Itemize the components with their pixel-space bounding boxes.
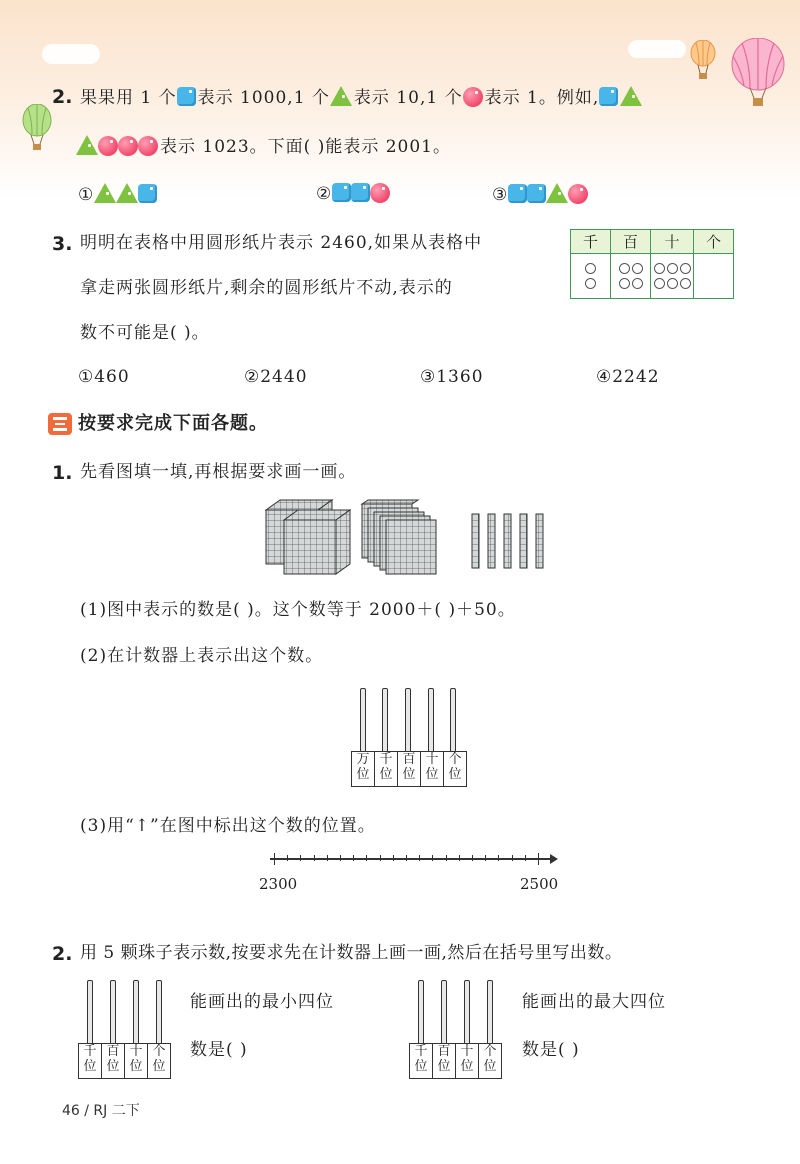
- q2-text: 表示 1。例如,: [484, 88, 600, 108]
- q2-option-3[interactable]: [492, 183, 588, 205]
- place-label: 个 位: [478, 1043, 502, 1079]
- paper-circle-icon: [654, 263, 665, 274]
- number-line-tick: [498, 855, 499, 861]
- counter-abacus-five-place[interactable]: [351, 686, 467, 788]
- abacus-rod[interactable]: [405, 688, 411, 752]
- paper-circle-icon: [619, 278, 630, 289]
- question-number: 1.: [52, 462, 73, 484]
- abacus-rod[interactable]: [156, 980, 162, 1044]
- paper-circle-icon: [680, 278, 691, 289]
- abacus-rod[interactable]: [464, 980, 470, 1044]
- table-header: 个: [694, 230, 734, 254]
- p2-right-text2[interactable]: 数是( ): [522, 1040, 580, 1060]
- triangle-icon: [94, 183, 116, 203]
- q2-text: 表示 1000,1 个: [197, 88, 330, 108]
- place-label: 个 位: [443, 751, 467, 787]
- q2-option-1[interactable]: [78, 183, 157, 205]
- abacus-rod[interactable]: [441, 980, 447, 1044]
- number-line-tick: [459, 855, 460, 861]
- paper-circle-icon: [632, 278, 643, 289]
- place-label: 万 位: [351, 751, 375, 787]
- square-icon: [527, 184, 546, 203]
- table-cell-hundreds: [611, 254, 651, 299]
- q2-text: 表示 1023。下面( )能表示 2001。: [160, 137, 452, 157]
- square-icon: [332, 183, 351, 202]
- p2-intro: 用 5 颗珠子表示数,按要求先在计数器上画一画,然后在括号里写出数。: [80, 943, 623, 963]
- circle-icon: [370, 183, 390, 203]
- p1-sub3: (3)用“↑”在图中标出这个数的位置。: [80, 816, 376, 836]
- circle-icon: [118, 136, 138, 156]
- hot-air-balloon-small-icon: [688, 40, 718, 82]
- place-label: 千 位: [78, 1043, 102, 1079]
- hundred-flats-icon: [362, 500, 436, 574]
- abacus-rod[interactable]: [133, 980, 139, 1044]
- table-cell-ones: [694, 254, 734, 299]
- paper-circle-icon: [619, 263, 630, 274]
- cloud-right: [628, 40, 686, 58]
- q3-line2: 拿走两张圆形纸片,剩余的圆形纸片不动,表示的: [80, 278, 453, 298]
- q2-option-2[interactable]: [316, 183, 390, 204]
- question-number: 2.: [52, 943, 73, 965]
- circle-icon: [568, 184, 588, 204]
- paper-circle-icon: [585, 263, 596, 274]
- counter-abacus-right[interactable]: [409, 978, 503, 1082]
- number-line-tick: [353, 855, 354, 861]
- abacus-rod[interactable]: [87, 980, 93, 1044]
- number-line-tick: [525, 855, 526, 861]
- question-number: 2.: [52, 86, 73, 108]
- thousand-cube-icon: [284, 510, 350, 574]
- place-label: 十 位: [420, 751, 444, 787]
- number-line-tick: [366, 855, 367, 861]
- q2-text: 表示 10,1 个: [353, 88, 463, 108]
- place-label: 百 位: [101, 1043, 125, 1079]
- number-line[interactable]: [270, 850, 560, 870]
- number-line-tick: [287, 855, 288, 861]
- place-label: 十 位: [455, 1043, 479, 1079]
- table-cell-tens: [651, 254, 694, 299]
- q3-line1: 明明在表格中用圆形纸片表示 2460,如果从表格中: [80, 233, 483, 253]
- number-line-label-right: 2500: [520, 875, 559, 893]
- q3-option-3[interactable]: ③1360: [420, 367, 484, 387]
- ten-rods-icon: [472, 514, 543, 568]
- place-label: 个 位: [147, 1043, 171, 1079]
- number-line-tick: [485, 855, 486, 861]
- cloud-left: [42, 44, 100, 64]
- square-icon: [138, 184, 157, 203]
- abacus-rod[interactable]: [110, 980, 116, 1044]
- page-footer: 46 / RJ 二下: [62, 1103, 140, 1119]
- circle-icon: [463, 87, 483, 107]
- triangle-icon: [76, 135, 98, 155]
- place-label: 十 位: [124, 1043, 148, 1079]
- place-label: 千 位: [409, 1043, 433, 1079]
- square-icon: [599, 87, 618, 106]
- number-line-tick: [300, 855, 301, 861]
- hot-air-balloon-large-icon: [728, 38, 788, 110]
- abacus-rod[interactable]: [450, 688, 456, 752]
- option-label: ②: [316, 184, 333, 204]
- number-line-label-left: 2300: [259, 875, 298, 893]
- place-label: 百 位: [432, 1043, 456, 1079]
- square-icon: [351, 183, 370, 202]
- option-label: ①: [78, 185, 95, 205]
- number-line-tick: [538, 853, 539, 865]
- number-line-tick: [393, 855, 394, 861]
- number-line-tick: [432, 855, 433, 861]
- triangle-icon: [330, 86, 352, 106]
- number-line-tick: [446, 855, 447, 861]
- table-header: 十: [651, 230, 694, 254]
- triangle-icon: [116, 183, 138, 203]
- number-line-tick: [274, 853, 275, 865]
- hot-air-balloon-left-icon: [20, 104, 54, 154]
- number-line-tick: [314, 855, 315, 861]
- paper-circle-icon: [667, 263, 678, 274]
- table-header: 千: [571, 230, 611, 254]
- circle-icon: [138, 136, 158, 156]
- number-line-tick: [419, 855, 420, 861]
- square-icon: [508, 184, 527, 203]
- place-label: 千 位: [374, 751, 398, 787]
- number-line-tick: [327, 855, 328, 861]
- section-three-icon: [48, 413, 72, 435]
- p2-left-text1: 能画出的最小四位: [190, 992, 334, 1012]
- option-label: ③: [492, 185, 509, 205]
- number-line-tick: [380, 855, 381, 861]
- abacus-rod[interactable]: [382, 688, 388, 752]
- question-number: 3.: [52, 233, 73, 255]
- number-line-arrow-icon: [550, 854, 558, 864]
- q2-text: 果果用 1 个: [80, 88, 177, 108]
- paper-circle-icon: [654, 278, 665, 289]
- number-line-tick: [406, 855, 407, 861]
- paper-circle-icon: [667, 278, 678, 289]
- circle-icon: [98, 136, 118, 156]
- place-value-table: [570, 229, 734, 299]
- paper-circle-icon: [632, 263, 643, 274]
- p2-left-text2[interactable]: 数是( ): [190, 1040, 248, 1060]
- q3-option-1[interactable]: ①460: [78, 367, 130, 387]
- p1-sub1: (1)图中表示的数是( )。这个数等于 2000＋( )＋50。: [80, 600, 516, 620]
- place-label: 百 位: [397, 751, 421, 787]
- abacus-rod[interactable]: [360, 688, 366, 752]
- abacus-rod[interactable]: [428, 688, 434, 752]
- number-line-axis: [270, 858, 552, 860]
- triangle-icon: [546, 183, 568, 203]
- number-line-tick: [512, 855, 513, 861]
- square-icon: [177, 87, 196, 106]
- base-ten-blocks-figure: [262, 496, 562, 580]
- triangle-icon: [620, 86, 642, 106]
- table-header: 百: [611, 230, 651, 254]
- p1-sub2: (2)在计数器上表示出这个数。: [80, 646, 324, 666]
- number-line-tick: [340, 855, 341, 861]
- abacus-rod[interactable]: [418, 980, 424, 1044]
- paper-circle-icon: [680, 263, 691, 274]
- paper-circle-icon: [585, 278, 596, 289]
- q3-line3: 数不可能是( )。: [80, 323, 210, 343]
- abacus-rod[interactable]: [487, 980, 493, 1044]
- table-cell-thousands: [571, 254, 611, 299]
- counter-abacus-left[interactable]: [78, 978, 172, 1082]
- p2-right-text1: 能画出的最大四位: [522, 992, 666, 1012]
- section-title: 按要求完成下面各题。: [78, 413, 268, 434]
- p1-intro: 先看图填一填,再根据要求画一画。: [80, 462, 357, 482]
- q2-line1: [80, 86, 642, 108]
- q3-option-2[interactable]: ②2440: [244, 367, 308, 387]
- q2-line2: [76, 135, 451, 157]
- number-line-tick: [472, 855, 473, 861]
- q3-option-4[interactable]: ④2242: [596, 367, 660, 387]
